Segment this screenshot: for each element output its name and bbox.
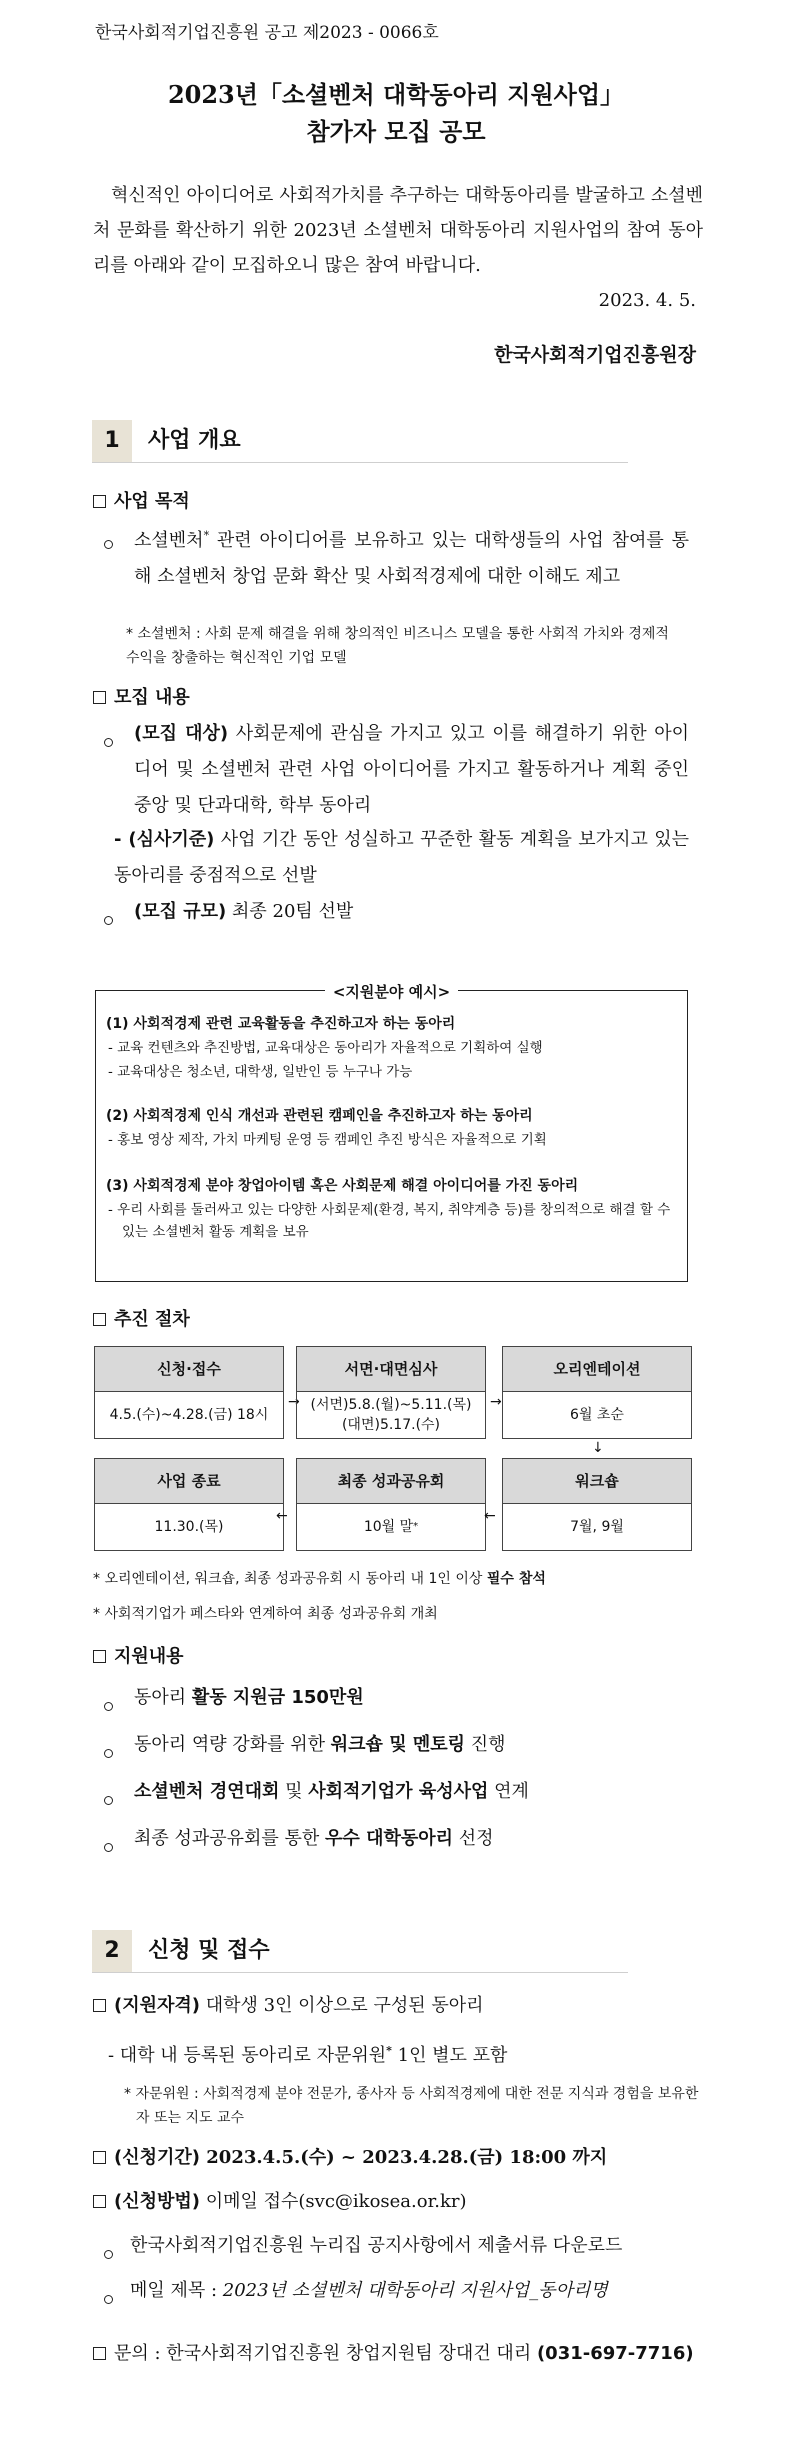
circle-bullet-icon: [104, 1743, 113, 1762]
eligibility: (지원자격) 대학생 3인 이상으로 구성된 동아리: [93, 1988, 484, 2024]
checkbox-square-icon: [93, 2195, 106, 2208]
circle-bullet-icon: [104, 910, 113, 929]
checkbox-square-icon: [93, 1313, 106, 1326]
circle-bullet-icon: [104, 1837, 113, 1856]
example-1-heading: (1) 사회적경제 관련 교육활동을 추진하고자 하는 동아리: [106, 1016, 456, 1032]
page-title: 2023년「소셜벤처 대학동아리 지원사업」: [167, 80, 625, 109]
support-field-examples-box: [95, 983, 688, 1282]
notice-date: 2023. 4. 5.: [598, 290, 696, 311]
section-2-title: 신청 및 접수: [148, 1938, 270, 1963]
checkbox-square-icon: [93, 691, 106, 704]
section-2-number: 2: [92, 1930, 132, 1972]
section-1-title: 사업 개요: [148, 428, 241, 453]
circle-bullet-icon: [104, 2244, 113, 2263]
circle-bullet-icon: [104, 1696, 113, 1715]
circle-bullet-icon: [104, 2289, 113, 2308]
arrow-left-icon: ←: [276, 1508, 288, 1524]
recruit-scale: (모집 규모) 최종 20팀 선발: [134, 901, 354, 922]
arrow-left-icon: ←: [484, 1508, 496, 1524]
section-1-heading: [92, 420, 628, 463]
eligibility-sub: - 대학 내 등록된 동아리로 자문위원* 1인 별도 포함: [108, 2044, 508, 2066]
section-2-heading: [92, 1930, 628, 1973]
checkbox-square-icon: [93, 1650, 106, 1663]
purpose-footnote: * 소셜벤처 : 사회 문제 해결을 위해 창의적인 비즈니스 모델을 통한 사회적 가치와 경제적 수익을 창출하는 혁신적인 기업 모델: [126, 626, 669, 666]
intro-paragraph: 혁신적인 아이디어로 사회적가치를 추구하는 대학동아리를 발굴하고 소셜벤처 문화를 확산하기 위한 2023년 소셜벤처 대학동아리 지원사업의 참여 동아리를 아래와 같이 모집하오니 많은 참여 바랍니다.: [93, 185, 703, 276]
page-subtitle: 참가자 모집 공모: [306, 117, 486, 146]
process-step-apply: 신청·접수 4.5.(수)~4.28.(금) 18시: [94, 1346, 284, 1439]
checkbox-square-icon: [93, 1999, 106, 2012]
checkbox-square-icon: [93, 2151, 106, 2164]
purpose-text: 소셜벤처* 관련 아이디어를 보유하고 있는 대학생들의 사업 참여를 통해 소셜벤처 창업 문화 확산 및 사회적경제에 대한 이해도 제고: [134, 529, 689, 587]
advisor-note: * 자문위원 : 사회적경제 분야 전문가, 종사자 등 사회적경제에 대한 전문 지식과 경험을 보유한 자 또는 지도 교수: [124, 2086, 699, 2126]
process-step-workshop: 워크숍 7월, 9월: [502, 1458, 692, 1551]
process-step-end: 사업 종료 11.30.(목): [94, 1458, 284, 1551]
example-2-detail-1: - 홍보 영상 제작, 가치 마케팅 운영 등 캠페인 추진 방식은 자율적으로 기획: [108, 1132, 547, 1148]
example-1-detail-2: - 교육대상은 청소년, 대학생, 일반인 등 누구나 가능: [108, 1064, 413, 1080]
checkbox-square-icon: [93, 495, 106, 508]
method-sub-1: 한국사회적기업진흥원 누리집 공지사항에서 제출서류 다운로드: [130, 2235, 623, 2256]
example-2-heading: (2) 사회적경제 인식 개선과 관련된 캠페인을 추진하고자 하는 동아리: [106, 1108, 533, 1124]
support-heading: 지원내용: [93, 1642, 184, 1668]
example-3-detail-1: - 우리 사회를 둘러싸고 있는 다양한 사회문제(환경, 복지, 취약계층 등)를 창의적으로 해결 할 수 있는 소셜벤처 활동 계획을 보유: [108, 1202, 671, 1240]
process-note-2: * 사회적기업가 페스타와 연계하여 최종 성과공유회 개최: [93, 1606, 438, 1622]
method-sub-2: 메일 제목 : 2023년 소셜벤처 대학동아리 지원사업_동아리명: [130, 2280, 608, 2301]
organization-name: 한국사회적기업진흥원장: [494, 344, 696, 366]
circle-bullet-icon: [104, 732, 113, 751]
support-item-3: 소셜벤처 경연대회 및 사회적기업가 육성사업 연계: [134, 1781, 529, 1802]
recruit-target: (모집 대상) 사회문제에 관심을 가지고 있고 이를 해결하기 위한 아이디어 및 소셜벤처 관련 사업 아이디어를 가지고 활동하거나 계획 중인 중앙 및 단과대학, 학부 동아리: [134, 723, 689, 816]
notice-number: 한국사회적기업진흥원 공고 제2023 - 0066호: [95, 23, 439, 43]
process-step-orientation: 오리엔테이션 6월 초순: [502, 1346, 692, 1439]
arrow-down-icon: ↓: [592, 1440, 604, 1456]
recruit-criteria: - (심사기준) 사업 기간 동안 성실하고 꾸준한 활동 계획을 보가지고 있는 동아리를 중점적으로 선발: [114, 829, 689, 886]
process-step-review: 서면·대면심사 (서면)5.8.(월)~5.11.(목) (대면)5.17.(수): [296, 1346, 486, 1439]
circle-bullet-icon: [104, 534, 113, 553]
application-method: (신청방법) 이메일 접수(svc@ikosea.or.kr): [93, 2184, 466, 2220]
process-step-final-sharing: 최종 성과공유회 10월 말 *: [296, 1458, 486, 1551]
application-period: (신청기간) 2023.4.5.(수) ~ 2023.4.28.(금) 18:00 까지: [93, 2140, 607, 2176]
support-item-4: 최종 성과공유회를 통한 우수 대학동아리 선정: [134, 1828, 494, 1849]
support-item-2: 동아리 역량 강화를 위한 워크숍 및 멘토링 진행: [134, 1734, 506, 1755]
contact: 문의 : 한국사회적기업진흥원 창업지원팀 장대건 대리 (031-697-7716): [93, 2336, 694, 2372]
section-1-number: 1: [92, 420, 132, 462]
recruit-heading: 모집 내용: [93, 683, 190, 709]
purpose-heading: 사업 목적: [93, 487, 190, 513]
process-note-1: * 오리엔테이션, 워크숍, 최종 성과공유회 시 동아리 내 1인 이상 필수 참석: [93, 1571, 546, 1587]
circle-bullet-icon: [104, 1790, 113, 1809]
example-3-heading: (3) 사회적경제 분야 창업아이템 혹은 사회문제 해결 아이디어를 가진 동아리: [106, 1178, 579, 1194]
support-item-1: 동아리 활동 지원금 150만원: [134, 1687, 364, 1708]
checkbox-square-icon: [93, 2347, 106, 2360]
example-1-detail-1: - 교육 컨텐츠와 추진방법, 교육대상은 동아리가 자율적으로 기획하여 실행: [108, 1040, 543, 1056]
arrow-right-icon: →: [490, 1394, 502, 1410]
process-heading: 추진 절차: [93, 1305, 190, 1331]
arrow-right-icon: →: [288, 1394, 300, 1410]
examples-title: <지원분야 예시>: [96, 981, 687, 1002]
